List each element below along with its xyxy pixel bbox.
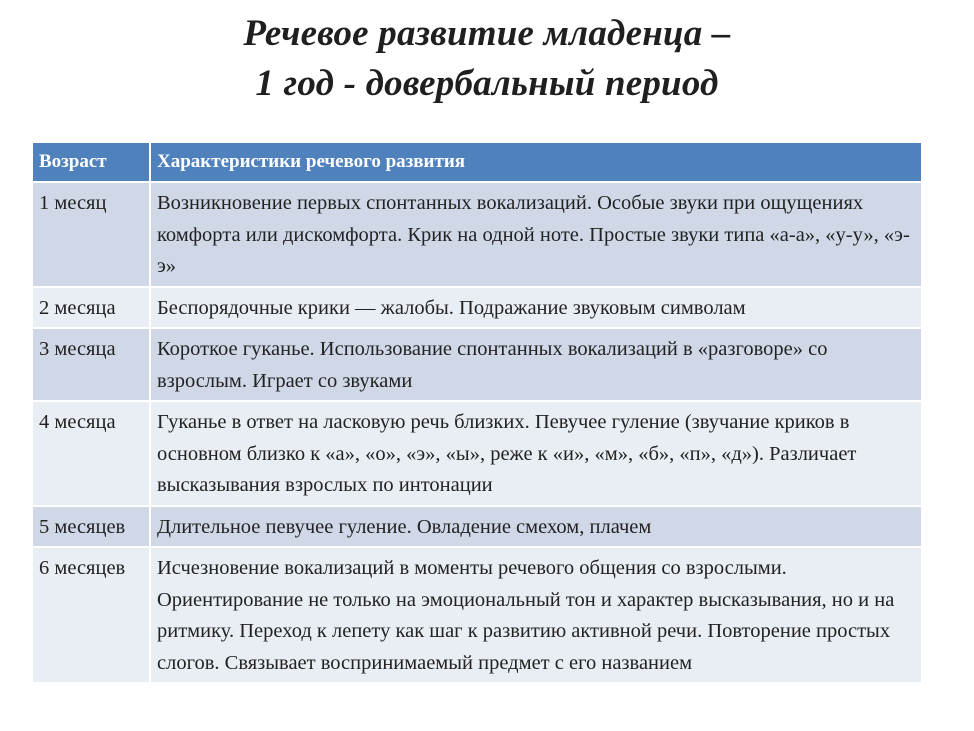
age-cell: 6 месяцев	[33, 547, 150, 682]
table-row	[33, 182, 921, 287]
table-row	[33, 506, 921, 548]
age-cell: 3 месяца	[33, 328, 150, 401]
characteristics-cell: Беспорядочные крики — жалобы. Подражание звуковым символам	[150, 287, 921, 329]
page-title-line-2: 1 год - довербальный период	[255, 63, 719, 104]
characteristics-cell: Длительное певучее гуление. Овладение смехом, плачем	[150, 506, 921, 548]
column-header-characteristics: Характеристики речевого развития	[150, 143, 921, 182]
age-cell: 2 месяца	[33, 287, 150, 329]
table-row	[33, 401, 921, 506]
characteristics-cell: Исчезновение вокализаций в моменты речевого общения со взрослыми. Ориентирование не только на эмоциональный тон и характер высказывания, но и на ритмику. Переход к лепету как шаг к развитию активной речи. Повторение простых слогов. Связывает воспринимаемый предмет с его названием	[150, 547, 921, 682]
table-row	[33, 547, 921, 682]
table-header-row	[33, 143, 921, 182]
characteristics-cell: Гуканье в ответ на ласковую речь близких. Певучее гуление (звучание криков в основном близко к «а», «о», «э», «ы», реже к «и», «м», «б», «п», «д»). Различает высказывания взрослых по интонации	[150, 401, 921, 506]
age-cell: 5 месяцев	[33, 506, 150, 548]
age-cell: 1 месяц	[33, 182, 150, 287]
table-row	[33, 328, 921, 401]
characteristics-cell: Короткое гуканье. Использование спонтанных вокализаций в «разговоре» со взрослым. Играет со звуками	[150, 328, 921, 401]
table-row	[33, 287, 921, 329]
speech-development-table	[33, 143, 921, 682]
age-cell: 4 месяца	[33, 401, 150, 506]
column-header-age: Возраст	[33, 143, 150, 182]
characteristics-cell: Возникновение первых спонтанных вокализаций. Особые звуки при ощущениях комфорта или дискомфорта. Крик на одной ноте. Простые звуки типа «а-а», «у-у», «э-э»	[150, 182, 921, 287]
page-title-line-1: Речевое развитие младенца –	[243, 13, 731, 54]
